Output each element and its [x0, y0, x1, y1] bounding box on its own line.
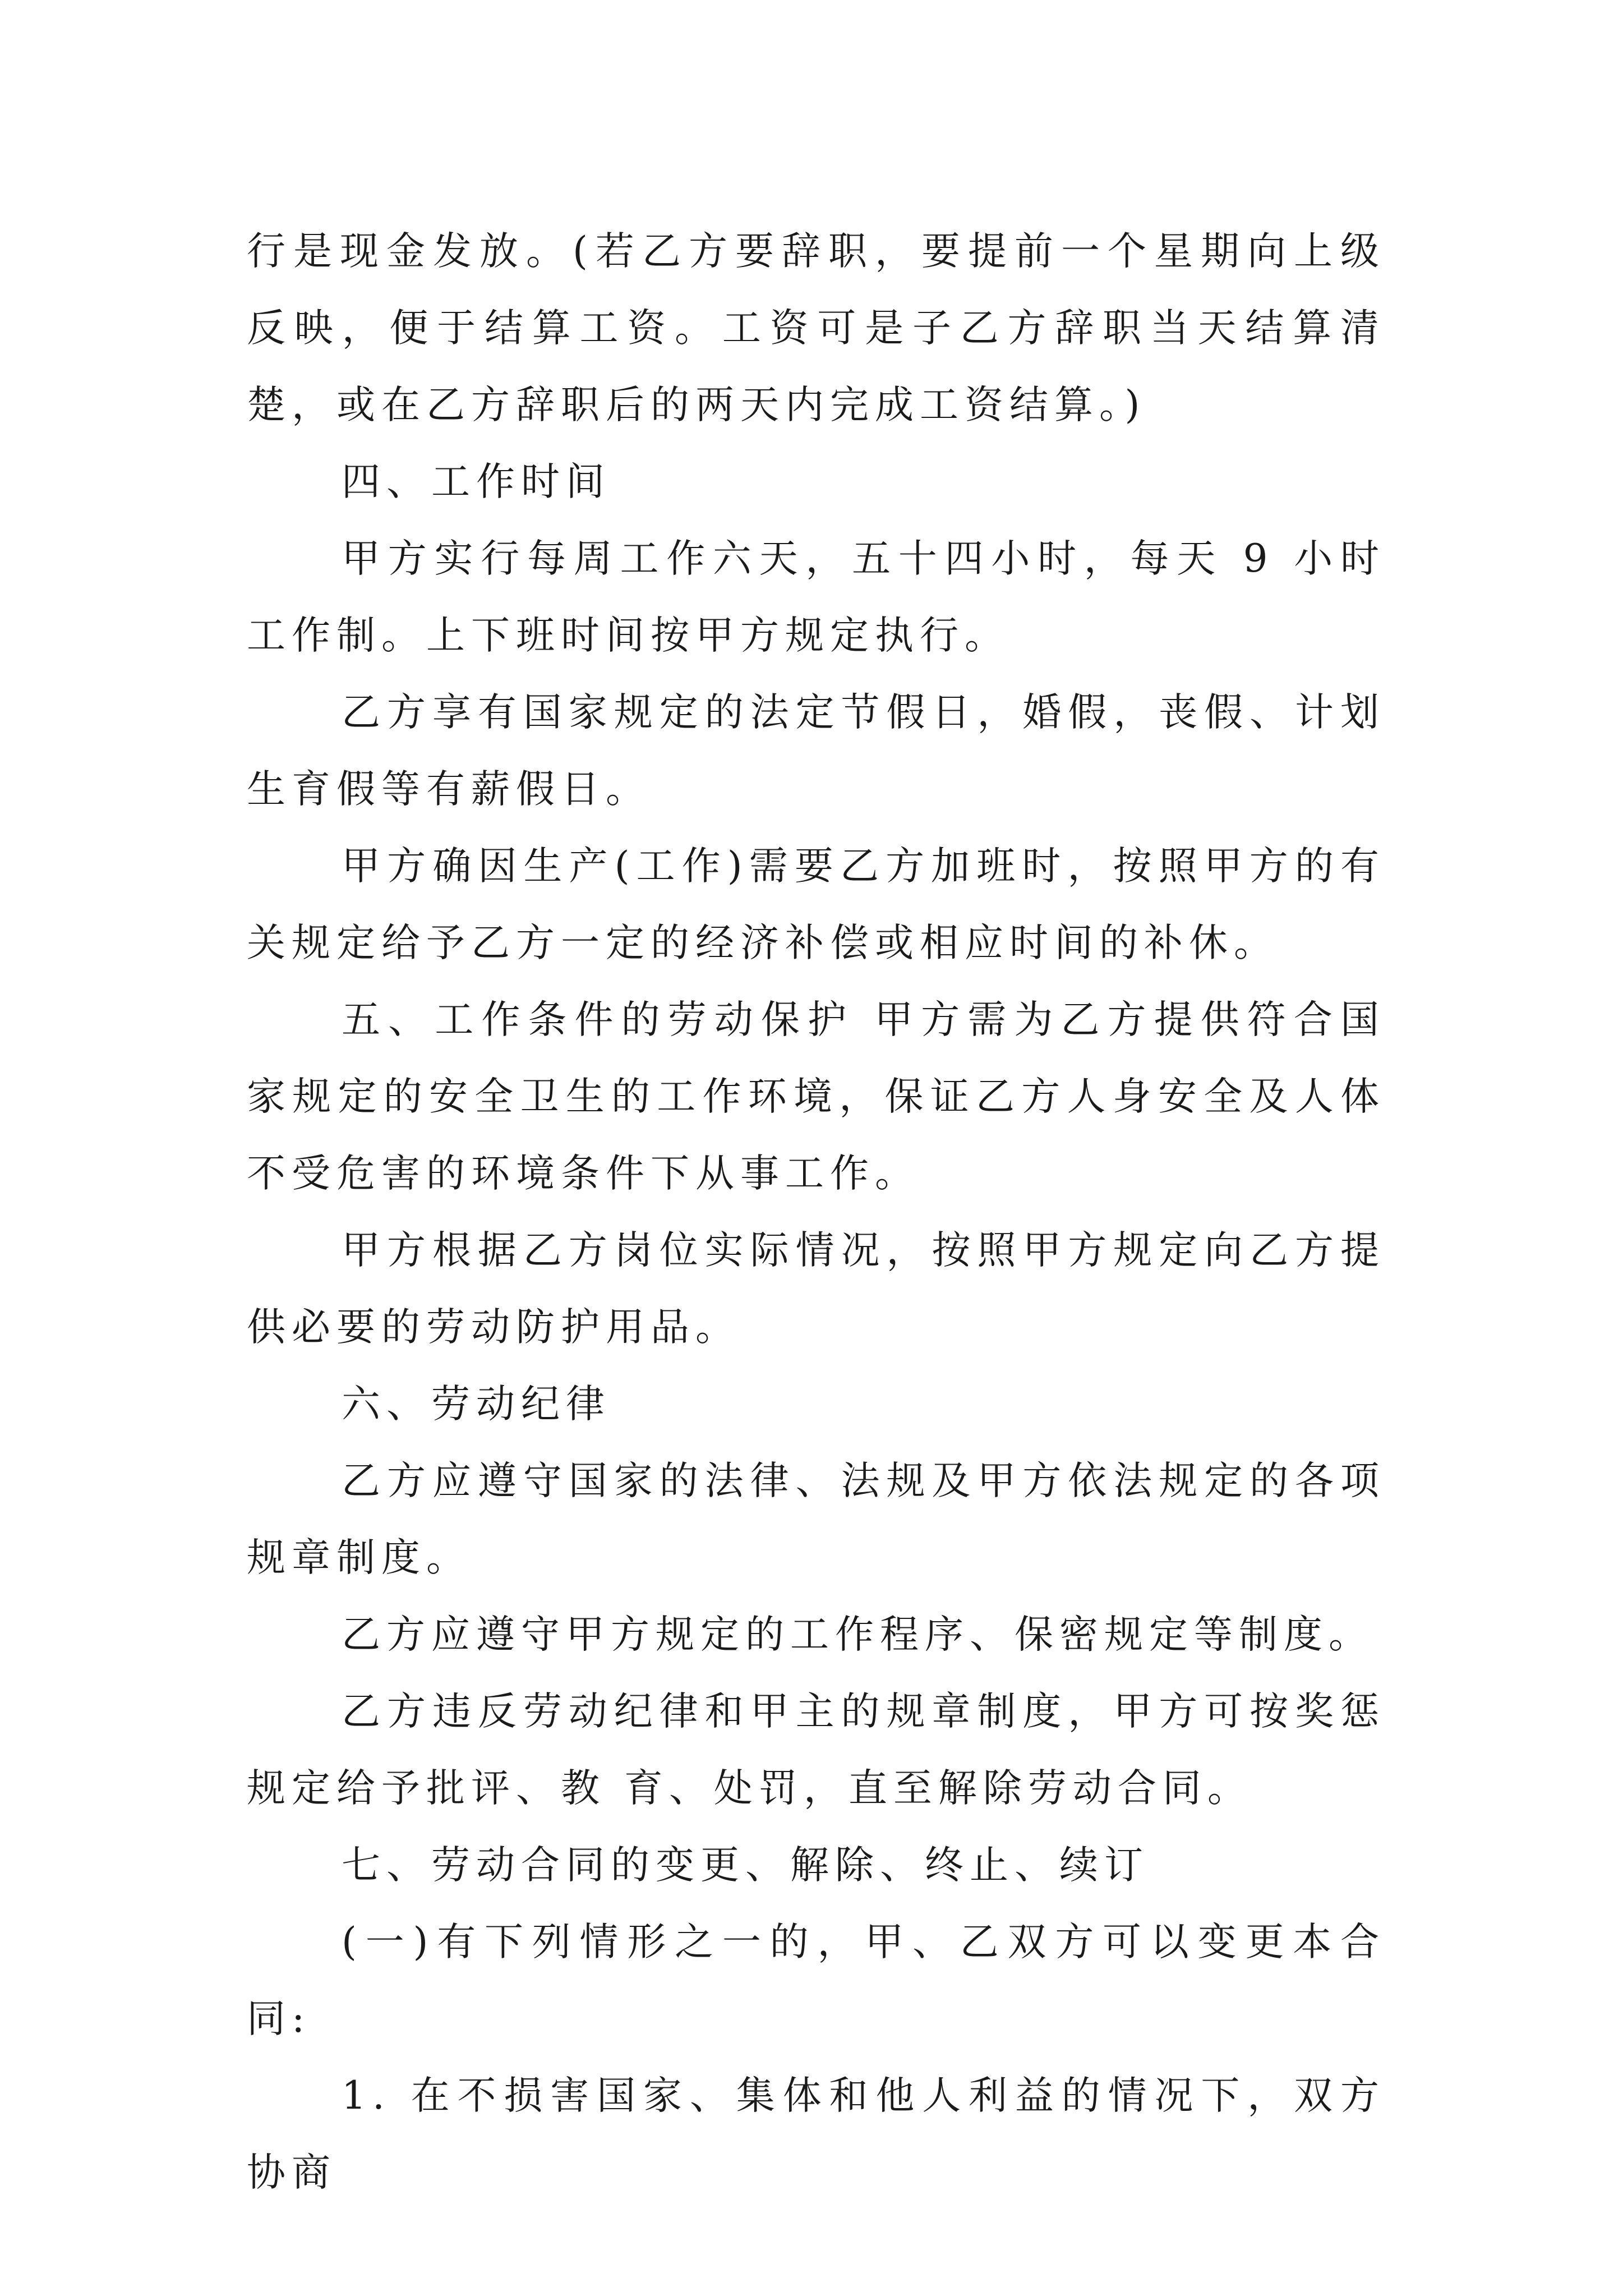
heading-contract-changes: 七、劳动合同的变更、解除、终止、续订: [342, 1843, 1150, 1888]
paragraph-obey-laws: 乙方应遵守国家的法律、法规及甲方依法规定的各项规章制度。: [247, 1458, 1385, 1580]
paragraph-protective-equipment: 甲方根据乙方岗位实际情况，按照甲方规定向乙方提供必要的劳动防护用品。: [247, 1228, 1385, 1350]
document-body: [247, 213, 1385, 2211]
paragraph-salary-payment: 行是现金发放。(若乙方要辞职，要提前一个星期向上级反映，便于结算工资。工资可是子乙方辞职当天结算清楚，或在乙方辞职后的两天内完成工资结算。): [247, 229, 1385, 427]
paragraph-change-conditions: (一)有下列情形之一的，甲、乙双方可以变更本合同:: [247, 1920, 1385, 2041]
heading-labor-discipline: 六、劳动纪律: [342, 1382, 611, 1427]
heading-working-hours: 四、工作时间: [342, 459, 611, 504]
paragraph-weekly-schedule: 甲方实行每周工作六天，五十四小时，每天 9 小时工作制。上下班时间按甲方规定执行。: [247, 536, 1385, 658]
paragraph-overtime: 甲方确因生产(工作)需要乙方加班时，按照甲方的有关规定给予乙方一定的经济补偿或相应时间的补休。: [247, 844, 1385, 965]
paragraph-labor-protection: 五、工作条件的劳动保护 甲方需为乙方提供符合国家规定的安全卫生的工作环境，保证乙方人身安全及人体不受危害的环境条件下从事工作。: [247, 997, 1385, 1196]
paragraph-discipline-violation: 乙方违反劳动纪律和甲主的规章制度，甲方可按奖惩规定给予批评、教 育、处罚，直至解除劳动合同。: [247, 1689, 1385, 1811]
paragraph-work-procedures: 乙方应遵守甲方规定的工作程序、保密规定等制度。: [342, 1612, 1374, 1657]
paragraph-paid-holidays: 乙方享有国家规定的法定节假日，婚假，丧假、计划生育假等有薪假日。: [247, 690, 1385, 812]
paragraph-item-1: 1. 在不损害国家、集体和他人利益的情况下，双方协商: [247, 2073, 1385, 2195]
